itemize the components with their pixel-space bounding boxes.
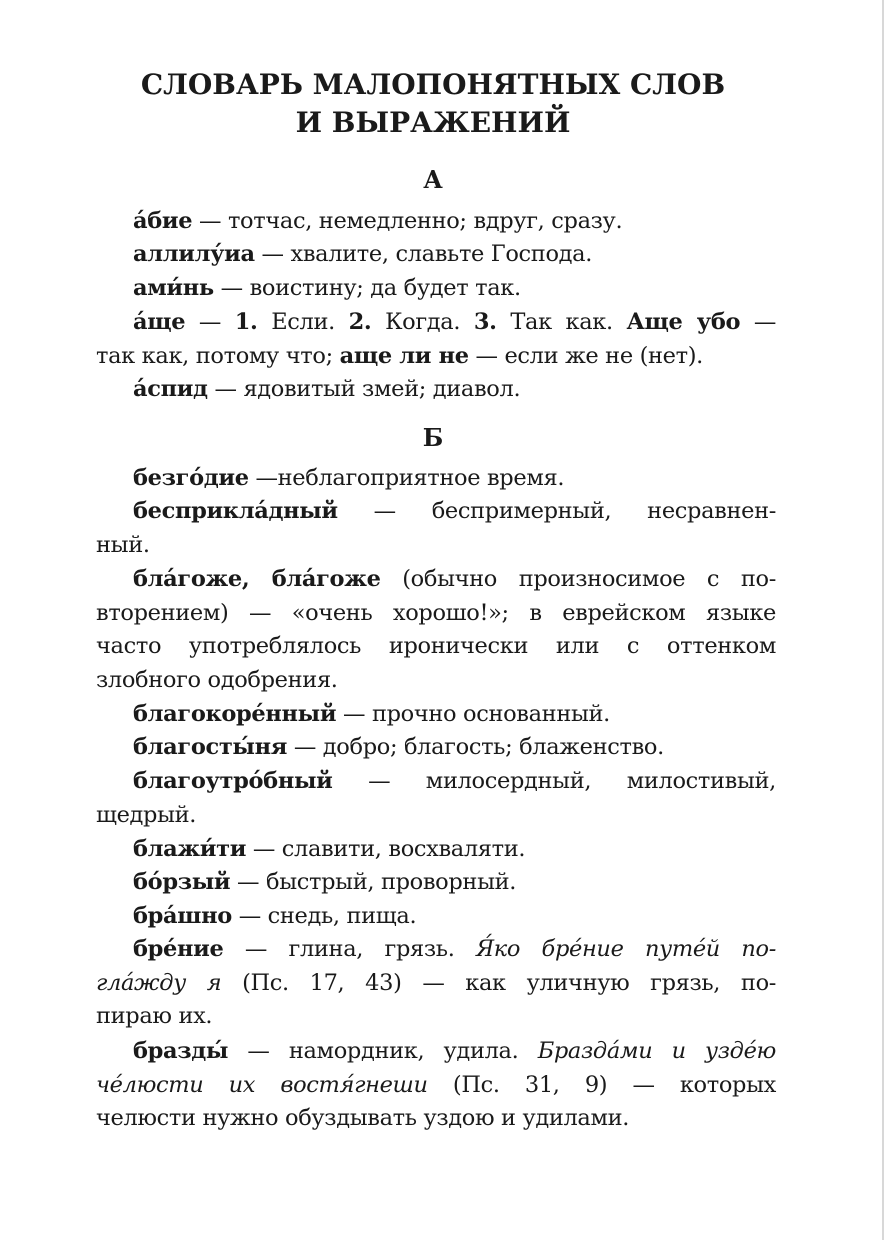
definition-text: так как, потому что; xyxy=(96,342,340,369)
headword: 2. xyxy=(348,309,372,335)
definition-text: — ядовитый змей; диавол. xyxy=(207,376,521,402)
page-title-line-1: СЛОВАРЬ МАЛОПОНЯТНЫХ СЛОВ xyxy=(140,68,726,101)
definition-text: щедрый. xyxy=(96,801,197,828)
entry-line-first xyxy=(96,462,776,496)
definition-text: ный. xyxy=(96,531,150,558)
dictionary-entry xyxy=(96,238,776,272)
headword: безго́дие xyxy=(133,465,249,491)
dictionary-entry xyxy=(96,563,776,697)
entry-line xyxy=(96,597,776,631)
headword: бразды́ xyxy=(133,1038,229,1064)
dictionary-entry xyxy=(96,731,776,765)
entry-line-first xyxy=(96,272,776,306)
definition-text: — хвалите, славьте Господа. xyxy=(254,241,593,267)
entry-line-first xyxy=(96,933,776,967)
dictionary-entry xyxy=(96,866,776,900)
definition-text: Так как. xyxy=(496,309,627,335)
entry-line xyxy=(96,967,776,1001)
entry-line-first xyxy=(96,698,776,732)
entry-line-first xyxy=(96,306,776,340)
entry-line-first xyxy=(96,731,776,765)
headword: аллилу́иа xyxy=(133,241,255,267)
page-title-line-2: И ВЫРАЖЕНИЙ xyxy=(295,106,571,139)
definition-text: — добро; благость; блаженство. xyxy=(287,734,664,760)
entry-line-first xyxy=(96,765,776,799)
dictionary-entry xyxy=(96,765,776,832)
headword: а́бие xyxy=(133,208,193,234)
dictionary-entry xyxy=(96,933,776,1034)
entry-line-first xyxy=(96,563,776,597)
dictionary-entry xyxy=(96,900,776,934)
entry-line-first xyxy=(96,833,776,867)
definition-text: — глина, грязь. xyxy=(223,936,476,962)
entry-line xyxy=(96,799,776,833)
definition-text: — воистину; да будет так. xyxy=(213,275,521,301)
headword: бра́шно xyxy=(133,903,232,929)
definition-text: — если же не (нет). xyxy=(468,342,703,369)
dictionary-entry xyxy=(96,495,776,562)
citation-text: гла́жду я xyxy=(96,969,222,996)
entry-line xyxy=(96,1069,776,1103)
definition-text: пираю их. xyxy=(96,1003,213,1029)
definition-text: (Пс. 17, 43) — как уличную грязь, по- xyxy=(221,969,777,996)
headword: а́спид xyxy=(133,376,208,402)
headword: благосты́ня xyxy=(133,734,288,760)
citation-text: Я́ко бре́ние путе́й по- xyxy=(475,936,777,962)
headword: Аще убо xyxy=(626,309,741,335)
entry-line xyxy=(96,1102,776,1136)
dictionary-entry xyxy=(96,272,776,306)
citation-text: Бразда́ми и узде́ю xyxy=(537,1038,776,1064)
citation-text: че́люсти их востя́гнеши xyxy=(96,1071,428,1098)
headword: блажи́ти xyxy=(133,836,247,862)
definition-text: вторением) — «очень хорошо!»; в еврейском языке xyxy=(96,599,776,626)
headword: бре́ние xyxy=(133,936,224,962)
headword: благокоре́нный xyxy=(133,701,337,727)
definition-text: (Пс. 31, 9) — которых xyxy=(427,1071,776,1098)
definition-text: — славити, восхваляти. xyxy=(246,836,526,862)
definition-text: —неблагоприятное время. xyxy=(248,465,565,491)
entry-line-first xyxy=(96,1035,776,1069)
definition-text: злобного одобрения. xyxy=(96,666,338,693)
definition-text: — xyxy=(185,309,235,335)
entry-line-first xyxy=(96,205,776,239)
definition-text: — xyxy=(740,309,776,335)
headword: благоутро́бный xyxy=(133,768,333,794)
entry-line-first xyxy=(96,495,776,529)
entry-line-first xyxy=(96,866,776,900)
definition-text: — прочно основанный. xyxy=(336,701,610,727)
headword: 1. xyxy=(234,309,258,335)
entry-line xyxy=(96,340,776,374)
definition-text: часто употреблялось иронически или с оттенком xyxy=(96,633,776,659)
entry-line-first xyxy=(96,238,776,272)
entry-line-first xyxy=(96,900,776,934)
headword: бесприкла́дный xyxy=(133,498,338,524)
headword: бо́рзый xyxy=(133,869,231,895)
entry-line-first xyxy=(96,373,776,407)
definition-text: — снедь, пища. xyxy=(231,903,417,929)
dictionary-entry xyxy=(96,373,776,407)
definition-text: — быстрый, проворный. xyxy=(230,869,517,895)
headword: аще ли не xyxy=(339,342,469,369)
dictionary-entry xyxy=(96,462,776,496)
entry-line xyxy=(96,630,776,664)
entry-line xyxy=(96,664,776,698)
definition-text: челюсти нужно обуздывать уздою и удилами. xyxy=(96,1105,630,1131)
headword: ами́нь xyxy=(133,275,214,301)
dictionary-entry xyxy=(96,1035,776,1136)
dictionary-entry xyxy=(96,306,776,373)
dictionary-entry xyxy=(96,698,776,732)
definition-text: Если. xyxy=(257,309,349,335)
definition-text: (обычно произносимое с по- xyxy=(380,566,776,592)
definition-text: — тотчас, немедленно; вдруг, сразу. xyxy=(192,208,623,234)
definition-text: — намордник, удила. xyxy=(228,1038,538,1064)
entry-line xyxy=(96,529,776,563)
headword: а́ще xyxy=(133,309,186,335)
definition-text: Когда. xyxy=(371,309,474,335)
entry-line xyxy=(96,1000,776,1034)
headword: 3. xyxy=(473,309,497,335)
section-heading-b: Б xyxy=(422,423,444,452)
definition-text: — милосердный, милостивый, xyxy=(332,768,776,794)
dictionary-entry xyxy=(96,833,776,867)
definition-text: — беспримерный, несравнен- xyxy=(337,498,776,524)
dictionary-entry xyxy=(96,205,776,239)
page-title xyxy=(96,66,770,142)
section-heading-a: А xyxy=(423,165,443,194)
headword: бла́гоже, бла́гоже xyxy=(133,566,381,592)
